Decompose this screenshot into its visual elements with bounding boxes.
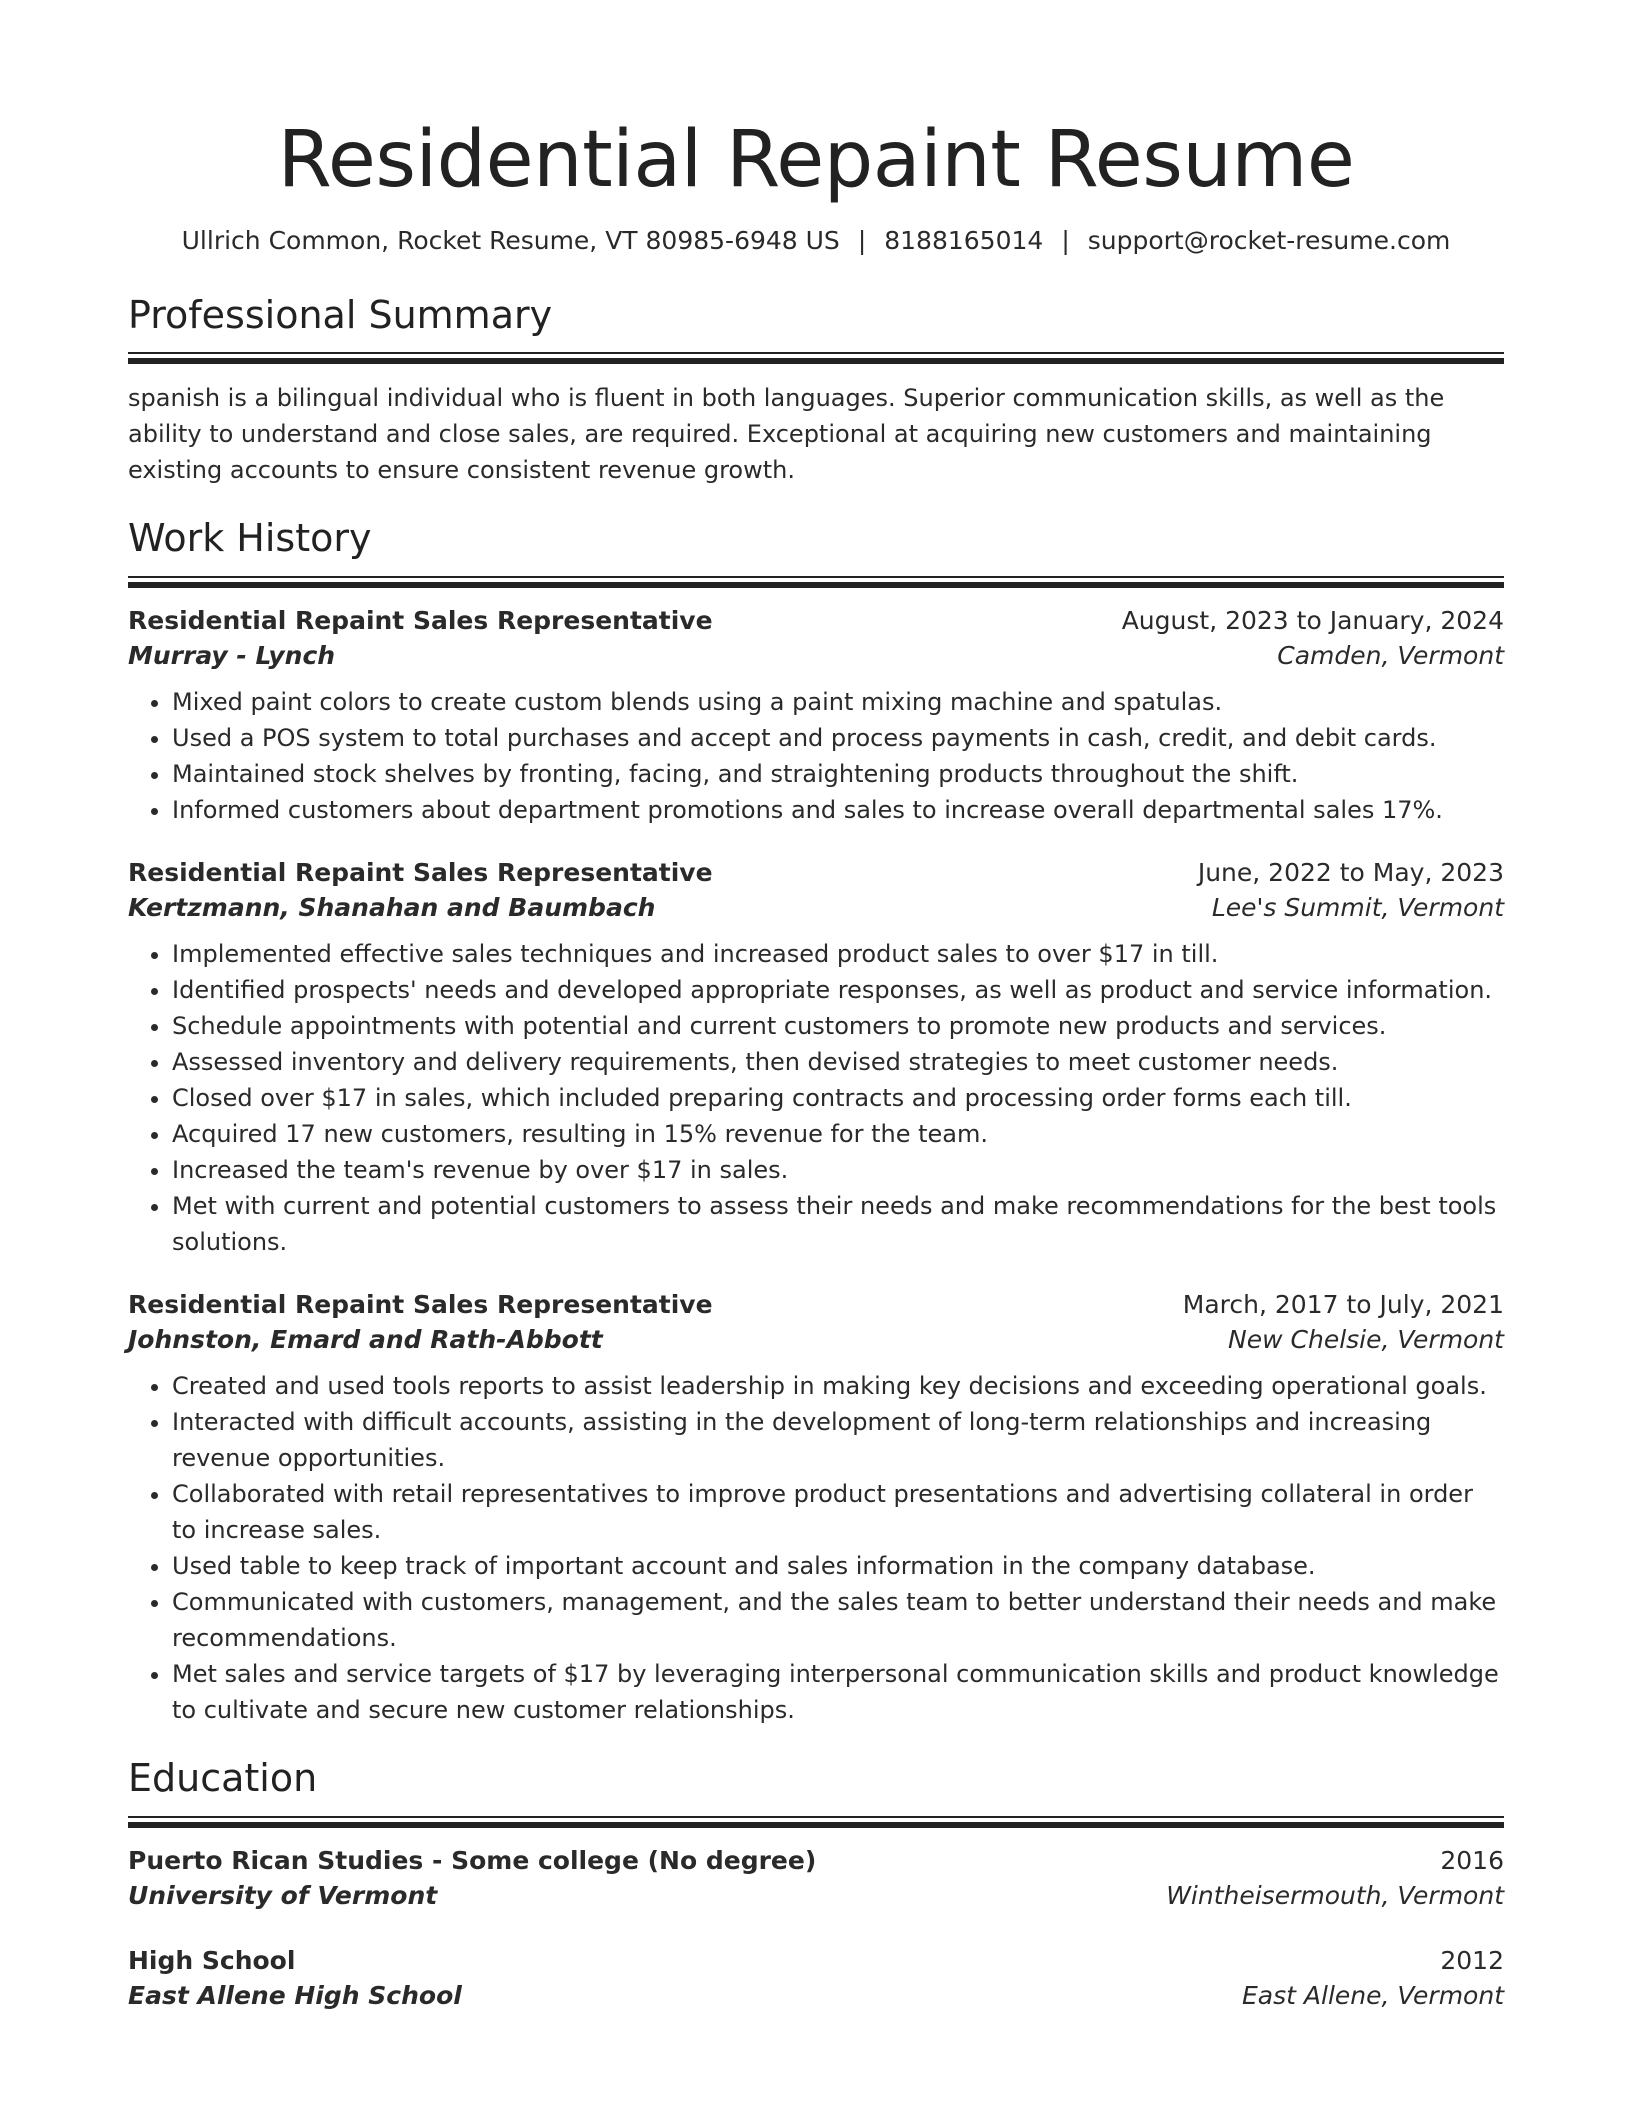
job-location: New Chelsie, Vermont — [1228, 1324, 1504, 1354]
education-year: 2016 — [1440, 1845, 1504, 1875]
job-dates: June, 2022 to May, 2023 — [1197, 857, 1504, 887]
job-company: Murray - Lynch — [128, 640, 336, 670]
contact-separator: | — [1061, 225, 1070, 255]
job-location: Lee's Summit, Vermont — [1211, 892, 1504, 922]
contact-email: support@rocket-resume.com — [1087, 225, 1451, 255]
job-entry — [128, 858, 1504, 1260]
contact-line — [128, 226, 1504, 255]
job-company: Kertzmann, Shanahan and Baumbach — [128, 892, 656, 922]
contact-phone: 8188165014 — [884, 225, 1044, 255]
education-school: East Allene High School — [128, 1980, 462, 2010]
education-degree: High School — [128, 1945, 296, 1975]
job-bullet: • Schedule appointments with potential and current customers to promote new products and services. — [172, 1008, 1504, 1044]
job-bullet: • Assessed inventory and delivery requirements, then devised strategies to meet customer needs. — [172, 1044, 1504, 1080]
education-location: Wintheisermouth, Vermont — [1166, 1880, 1504, 1910]
contact-address: Ullrich Common, Rocket Resume, VT 80985-6948 US — [181, 225, 840, 255]
job-bullet: • Interacted with difficult accounts, assisting in the development of long-term relationships and increasing revenue opportunities. — [172, 1404, 1504, 1476]
education-subheader — [128, 1881, 1504, 1910]
summary-text: spanish is a bilingual individual who is fluent in both languages. Superior communication skills, as well as the ability to understand and close sales, are required. Exceptional at acquiring new customers and maintaining existing accounts to ensure consistent revenue growth. — [128, 384, 1445, 485]
job-dates: August, 2023 to January, 2024 — [1121, 605, 1504, 635]
job-bullet: • Implemented effective sales techniques and increased product sales to over $17 in till. — [172, 936, 1504, 972]
job-bullets — [128, 684, 1504, 828]
education-subheader — [128, 1981, 1504, 2010]
section-divider — [128, 352, 1504, 364]
job-bullet: • Collaborated with retail representatives to improve product presentations and advertising collateral in order to increase sales. — [172, 1476, 1504, 1548]
job-bullet: • Identified prospects' needs and developed appropriate responses, as well as product and service information. — [172, 972, 1504, 1008]
job-bullet: • Closed over $17 in sales, which included preparing contracts and processing order forms each till. — [172, 1080, 1504, 1116]
education-year: 2012 — [1440, 1945, 1504, 1975]
job-company: Johnston, Emard and Rath-Abbott — [128, 1324, 603, 1354]
job-bullet: • Used a POS system to total purchases and accept and process payments in cash, credit, and debit cards. — [172, 720, 1504, 756]
job-bullet: • Created and used tools reports to assist leadership in making key decisions and exceeding operational goals. — [172, 1368, 1504, 1404]
education-entry — [128, 1846, 1504, 1910]
job-location: Camden, Vermont — [1277, 640, 1504, 670]
section-divider — [128, 576, 1504, 588]
education-degree: Puerto Rican Studies - Some college (No degree) — [128, 1845, 817, 1875]
job-bullet: • Increased the team's revenue by over $17 in sales. — [172, 1152, 1504, 1188]
summary-section — [128, 293, 1504, 489]
job-bullet: • Informed customers about department promotions and sales to increase overall departmental sales 17%. — [172, 792, 1504, 828]
job-entry — [128, 1290, 1504, 1728]
job-subheader — [128, 1325, 1504, 1354]
contact-separator: | — [857, 225, 867, 255]
job-bullet: • Met with current and potential customers to assess their needs and make recommendations for the best tools solutions. — [172, 1188, 1504, 1260]
job-bullet: • Maintained stock shelves by fronting, facing, and straightening products throughout the shift. — [172, 756, 1504, 792]
education-entry — [128, 1946, 1504, 2010]
job-subheader — [128, 641, 1504, 670]
section-title-work: Work History — [128, 516, 372, 561]
education-header — [128, 1846, 1504, 1875]
section-divider — [128, 1816, 1504, 1828]
job-entry — [128, 606, 1504, 828]
job-bullet: • Met sales and service targets of $17 by leveraging interpersonal communication skills and product knowledge to cultivate and secure new customer relationships. — [172, 1656, 1504, 1728]
job-bullet: • Used table to keep track of important account and sales information in the company database. — [172, 1548, 1504, 1584]
job-bullets — [128, 936, 1504, 1260]
education-school: University of Vermont — [128, 1880, 438, 1910]
job-bullet: • Acquired 17 new customers, resulting in 15% revenue for the team. — [172, 1116, 1504, 1152]
job-title: Residential Repaint Sales Representative — [128, 1289, 713, 1319]
work-section — [128, 516, 1504, 1728]
education-header — [128, 1946, 1504, 1975]
job-subheader — [128, 893, 1504, 922]
job-header — [128, 606, 1504, 635]
job-title: Residential Repaint Sales Representative — [128, 605, 713, 635]
resume-name: Residential Repaint Resume — [277, 115, 1355, 205]
job-header — [128, 1290, 1504, 1319]
job-dates: March, 2017 to July, 2021 — [1182, 1289, 1504, 1319]
job-header — [128, 858, 1504, 887]
education-section — [128, 1756, 1504, 2010]
section-title-education: Education — [128, 1755, 318, 1800]
education-location: East Allene, Vermont — [1242, 1980, 1504, 2010]
job-bullets — [128, 1368, 1504, 1728]
job-title: Residential Repaint Sales Representative — [128, 857, 713, 887]
job-bullet: • Communicated with customers, management, and the sales team to better understand their needs and make recommendations. — [172, 1584, 1504, 1656]
section-title-summary: Professional Summary — [128, 292, 553, 337]
job-bullet: • Mixed paint colors to create custom blends using a paint mixing machine and spatulas. — [172, 684, 1504, 720]
